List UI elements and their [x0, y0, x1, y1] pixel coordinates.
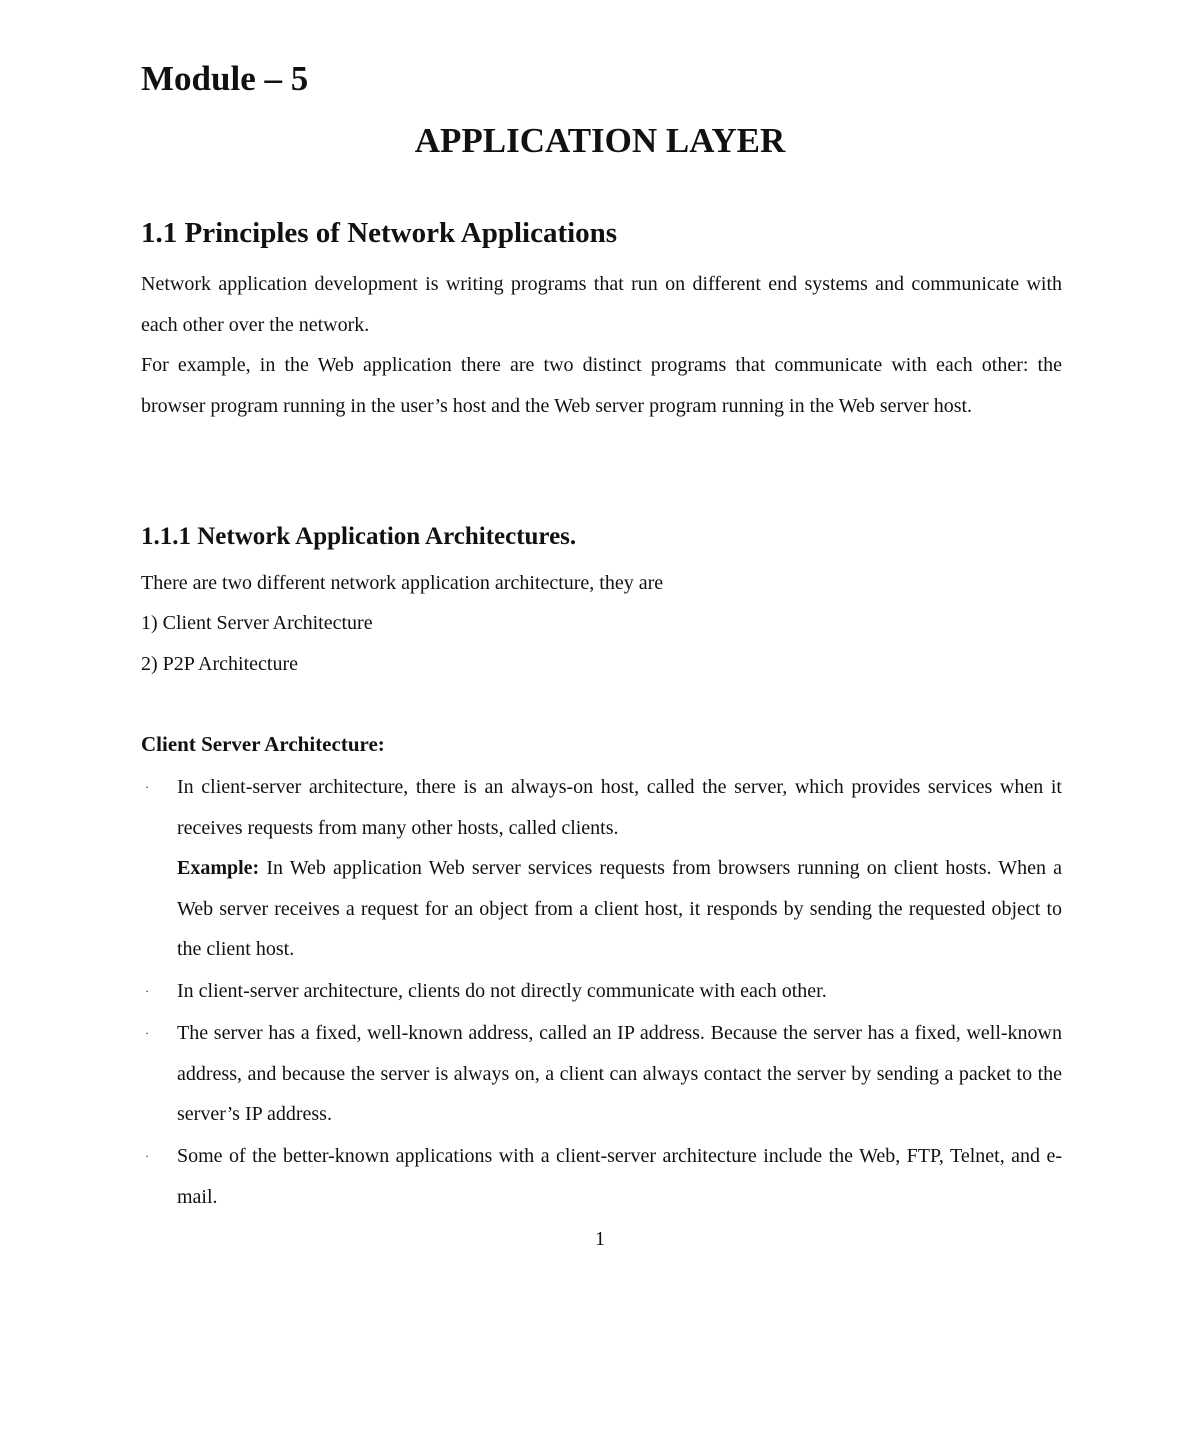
- module-title: Module – 5: [141, 59, 309, 98]
- example-paragraph: [177, 848, 1062, 970]
- bullet-always-on-server: [141, 767, 1062, 970]
- bullet-known-applications: [141, 1136, 1062, 1217]
- example-label: Example:: [177, 857, 260, 879]
- section-heading-principles: 1.1 Principles of Network Applications: [141, 217, 618, 249]
- bullet-marker: ·: [145, 780, 149, 794]
- chapter-title: APPLICATION LAYER: [414, 121, 786, 160]
- architectures-intro: There are two different network application architecture, they are: [141, 572, 664, 594]
- bullet-text: Some of the better-known applications with a client-server architecture include the Web, FTP, Telnet, and e-mail.: [177, 1145, 1062, 1208]
- list-item-p2p: 2) P2P Architecture: [141, 653, 299, 675]
- client-server-heading: Client Server Architecture:: [141, 732, 385, 756]
- subsection-heading-architectures: 1.1.1 Network Application Architectures.: [141, 523, 577, 550]
- example-text: In Web application Web server services requests from browsers running on client hosts. When a Web server receives a request for an object from a client host, it responds by sending the requested object to the client host.: [177, 857, 1062, 960]
- bullet-no-direct-communication: [141, 971, 1062, 1012]
- paragraph-network-app-development: Network application development is writing programs that run on different end systems and communicate with each other over the network.: [141, 273, 1062, 336]
- list-item-client-server: 1) Client Server Architecture: [141, 612, 373, 634]
- bullet-text: In client-server architecture, clients do not directly communicate with each other.: [177, 980, 827, 1002]
- paragraph-web-example: For example, in the Web application there are two distinct programs that communicate with each other: the browser program running in the user’s host and the Web server program running in the Web server host.: [141, 354, 1062, 417]
- page-number: 1: [595, 1228, 605, 1250]
- bullet-marker: ·: [145, 984, 149, 998]
- bullet-text: In client-server architecture, there is an always-on host, called the server, which provides services when it receives requests from many other hosts, called clients.: [177, 776, 1062, 839]
- bullet-text: The server has a fixed, well-known address, called an IP address. Because the server has a fixed, well-known address, and because the server is always on, a client can always contact the server by sending a packet to the server’s IP address.: [177, 1022, 1062, 1125]
- bullet-marker: ·: [145, 1149, 149, 1163]
- bullet-marker: ·: [145, 1026, 149, 1040]
- bullet-fixed-ip-address: [141, 1013, 1062, 1135]
- client-server-bullet-list: [141, 767, 1062, 1219]
